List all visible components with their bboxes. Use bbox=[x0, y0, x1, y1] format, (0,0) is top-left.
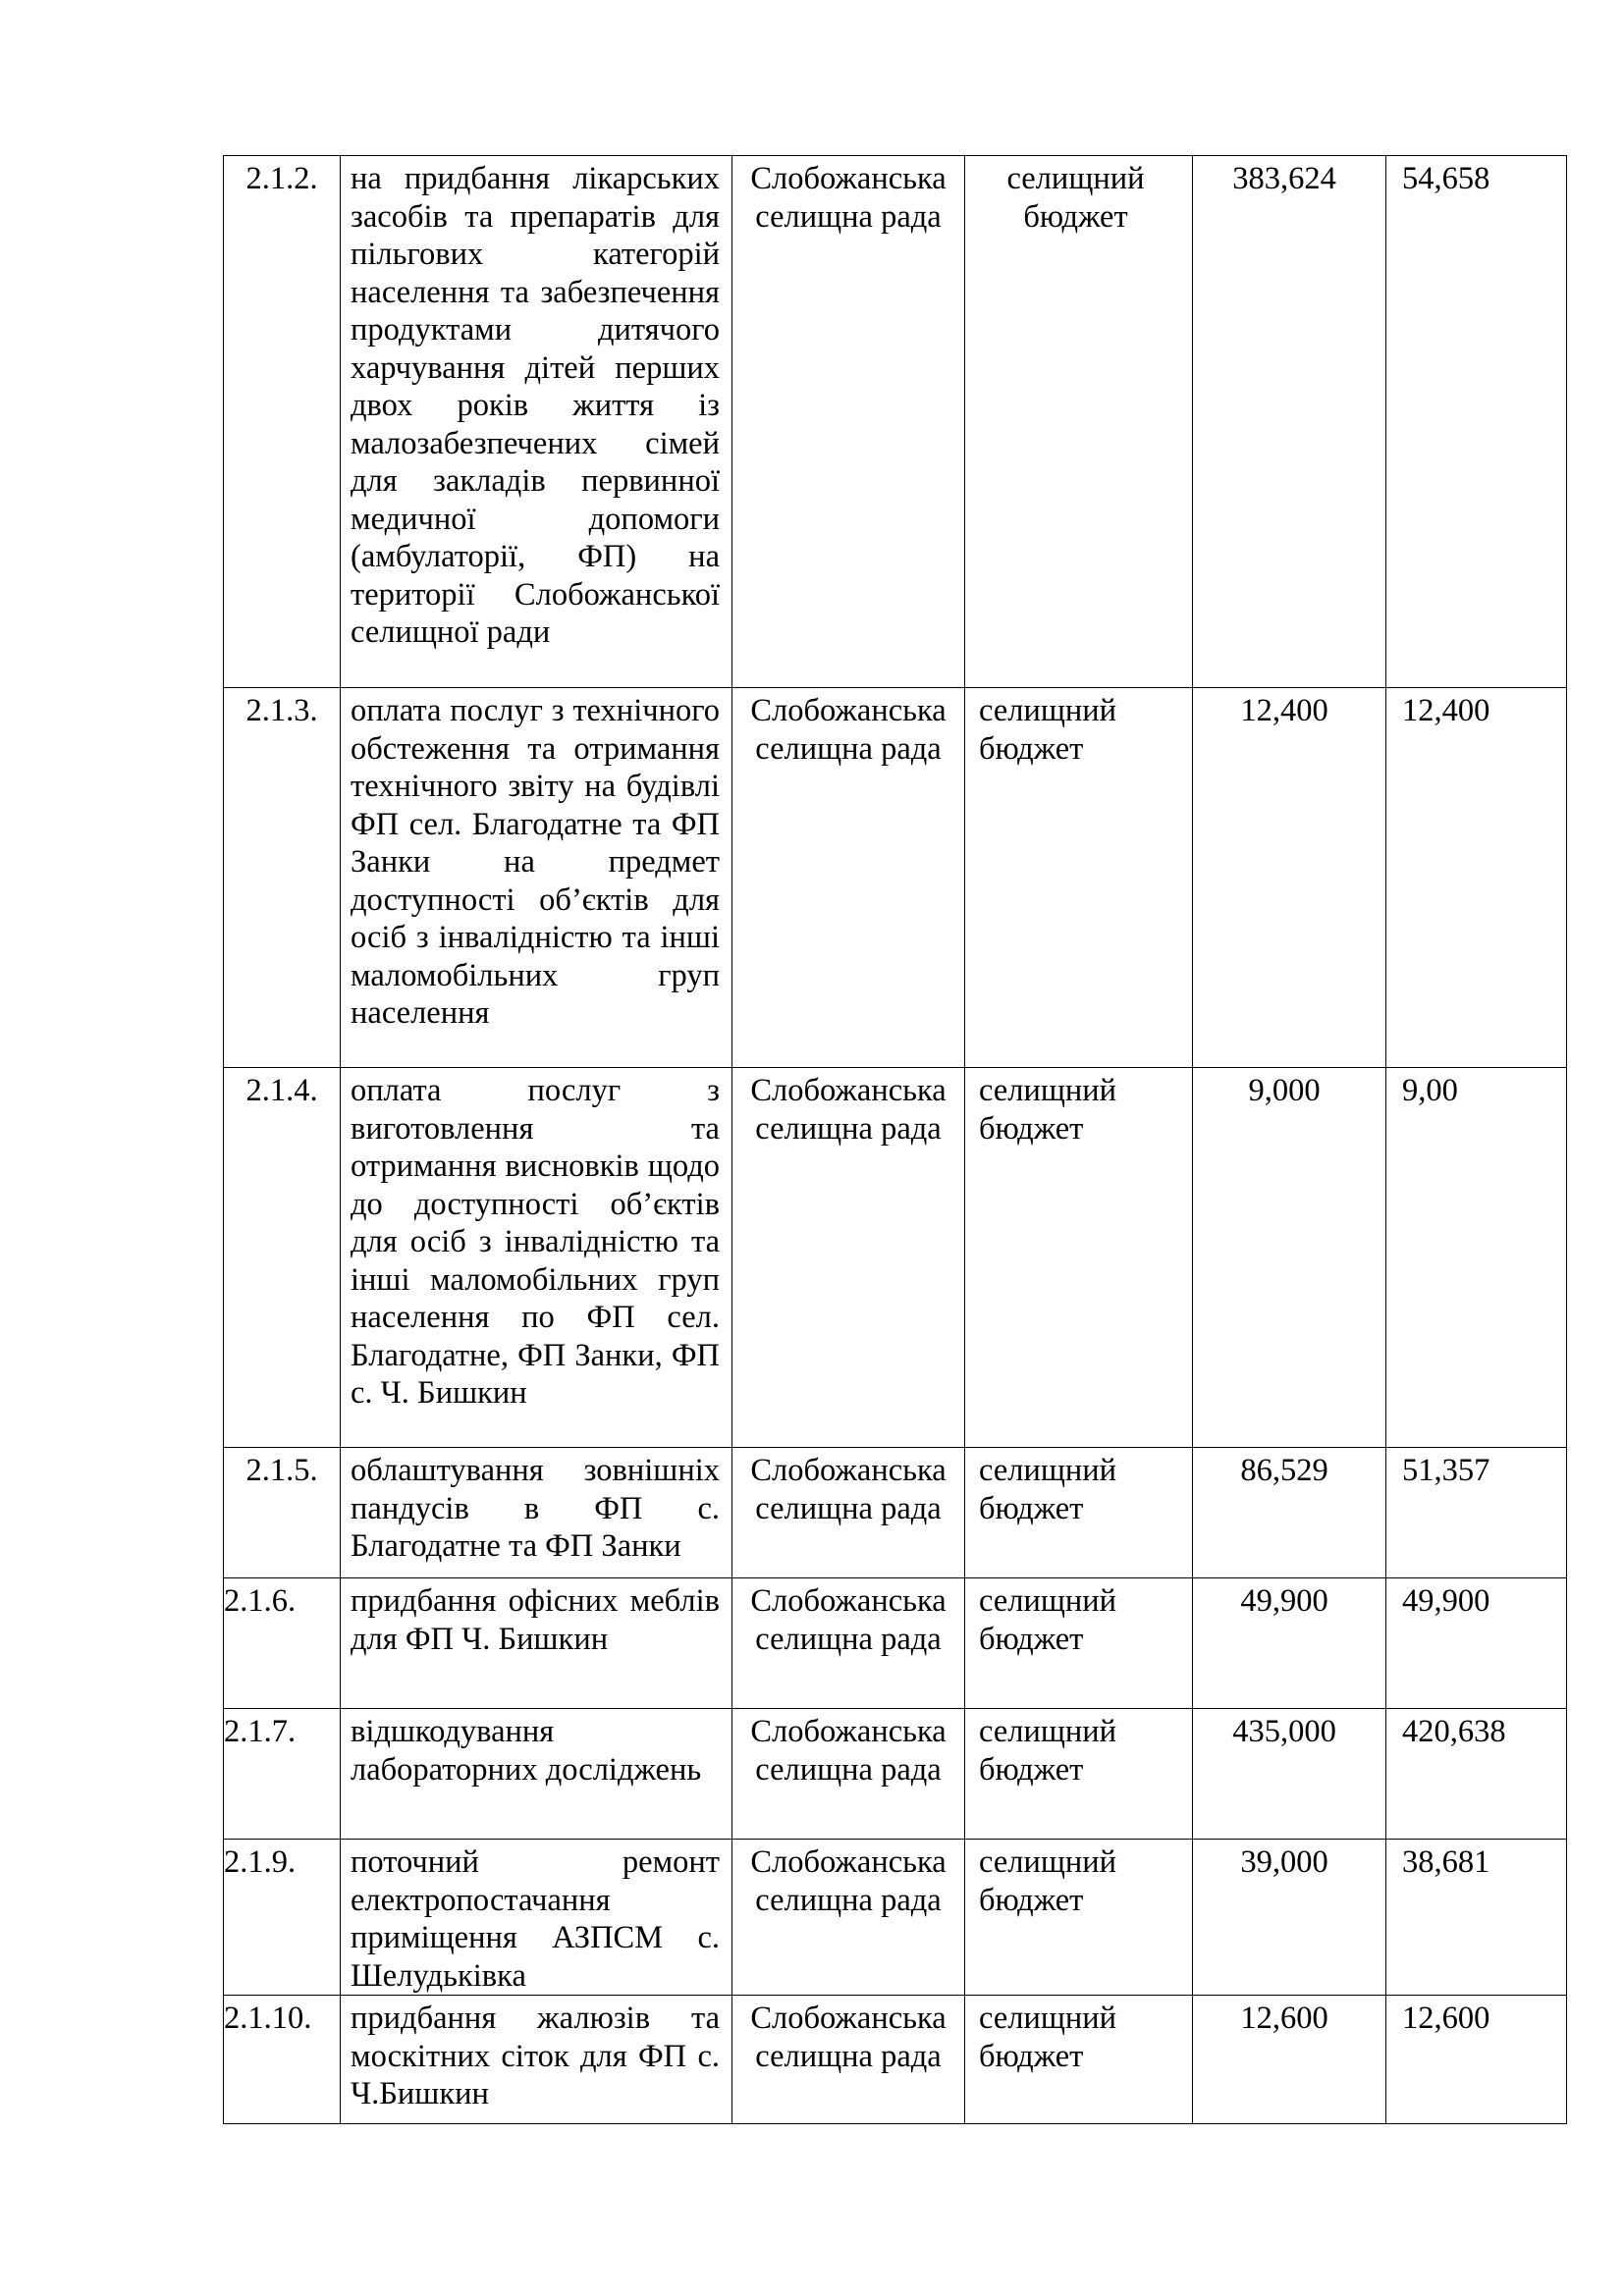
executor: Слобожанська селищна рада bbox=[732, 1709, 965, 1840]
actual-amount: 54,658 bbox=[1386, 156, 1567, 688]
actual-amount: 9,00 bbox=[1386, 1068, 1567, 1448]
measure-description: відшкодування лабораторних досліджень bbox=[341, 1709, 732, 1840]
row-number: 2.1.2. bbox=[224, 156, 341, 688]
planned-amount: 383,624 bbox=[1193, 156, 1386, 688]
measure-description: поточний ремонт електропостачання приміщення АЗПСМ с. Шелудьківка bbox=[341, 1840, 732, 1996]
actual-amount: 38,681 bbox=[1386, 1840, 1567, 1996]
funding-source: селищний бюджет bbox=[965, 1578, 1193, 1709]
table-row bbox=[224, 1709, 1567, 1840]
executor: Слобожанська селищна рада bbox=[732, 688, 965, 1068]
table-row bbox=[224, 1996, 1567, 2124]
executor: Слобожанська селищна рада bbox=[732, 1996, 965, 2124]
row-number: 2.1.3. bbox=[224, 688, 341, 1068]
executor: Слобожанська селищна рада bbox=[732, 1840, 965, 1996]
planned-amount: 86,529 bbox=[1193, 1448, 1386, 1578]
table-row bbox=[224, 688, 1567, 1068]
measure-description: оплата послуг з виготовлення та отримання висновків щодо до доступності об’єктів для осіб з інвалідністю та інші маломобільних груп населення по ФП сел. Благодатне, ФП Занки, ФП с. Ч. Бишкин bbox=[341, 1068, 732, 1448]
executor: Слобожанська селищна рада bbox=[732, 1068, 965, 1448]
executor: Слобожанська селищна рада bbox=[732, 1578, 965, 1709]
table-row bbox=[224, 1068, 1567, 1448]
funding-source: селищний бюджет bbox=[965, 1709, 1193, 1840]
actual-amount: 12,400 bbox=[1386, 688, 1567, 1068]
actual-amount: 49,900 bbox=[1386, 1578, 1567, 1709]
funding-source: селищний бюджет bbox=[965, 1840, 1193, 1996]
planned-amount: 12,400 bbox=[1193, 688, 1386, 1068]
measure-description: придбання офісних меблів для ФП Ч. Бишкин bbox=[341, 1578, 732, 1709]
table-row bbox=[224, 1578, 1567, 1709]
row-number: 2.1.7. bbox=[224, 1709, 341, 1840]
planned-amount: 39,000 bbox=[1193, 1840, 1386, 1996]
planned-amount: 9,000 bbox=[1193, 1068, 1386, 1448]
actual-amount: 12,600 bbox=[1386, 1996, 1567, 2124]
measure-description: облаштування зовнішніх пандусів в ФП с. Благодатне та ФП Занки bbox=[341, 1448, 732, 1578]
funding-source: селищний бюджет bbox=[965, 156, 1193, 688]
table-row bbox=[224, 1448, 1567, 1578]
funding-source: селищний бюджет bbox=[965, 1068, 1193, 1448]
actual-amount: 51,357 bbox=[1386, 1448, 1567, 1578]
funding-source: селищний бюджет bbox=[965, 1448, 1193, 1578]
row-number: 2.1.6. bbox=[224, 1578, 341, 1709]
row-number: 2.1.9. bbox=[224, 1840, 341, 1996]
measure-description: оплата послуг з технічного обстеження та отримання технічного звіту на будівлі ФП сел. Благодатне та ФП Занки на предмет доступності об’єктів для осіб з інвалідністю та інші маломобільних груп населення bbox=[341, 688, 732, 1068]
row-number: 2.1.10. bbox=[224, 1996, 341, 2124]
measures-table bbox=[223, 155, 1567, 2124]
table-row bbox=[224, 1840, 1567, 1996]
planned-amount: 435,000 bbox=[1193, 1709, 1386, 1840]
planned-amount: 12,600 bbox=[1193, 1996, 1386, 2124]
funding-source: селищний бюджет bbox=[965, 1996, 1193, 2124]
funding-source: селищний бюджет bbox=[965, 688, 1193, 1068]
row-number: 2.1.5. bbox=[224, 1448, 341, 1578]
actual-amount: 420,638 bbox=[1386, 1709, 1567, 1840]
table-row bbox=[224, 156, 1567, 688]
planned-amount: 49,900 bbox=[1193, 1578, 1386, 1709]
row-number: 2.1.4. bbox=[224, 1068, 341, 1448]
executor: Слобожанська селищна рада bbox=[732, 1448, 965, 1578]
measure-description: на придбання лікарських засобів та препаратів для пільгових категорій населення та забезпечення продуктами дитячого харчування дітей перших двох років життя із малозабезпечених сімей для закладів первинної медичної допомоги (амбулаторії, ФП) на території Слобожанської селищної ради bbox=[341, 156, 732, 688]
executor: Слобожанська селищна рада bbox=[732, 156, 965, 688]
measure-description: придбання жалюзів та москітних сіток для ФП с. Ч.Бишкин bbox=[341, 1996, 732, 2124]
